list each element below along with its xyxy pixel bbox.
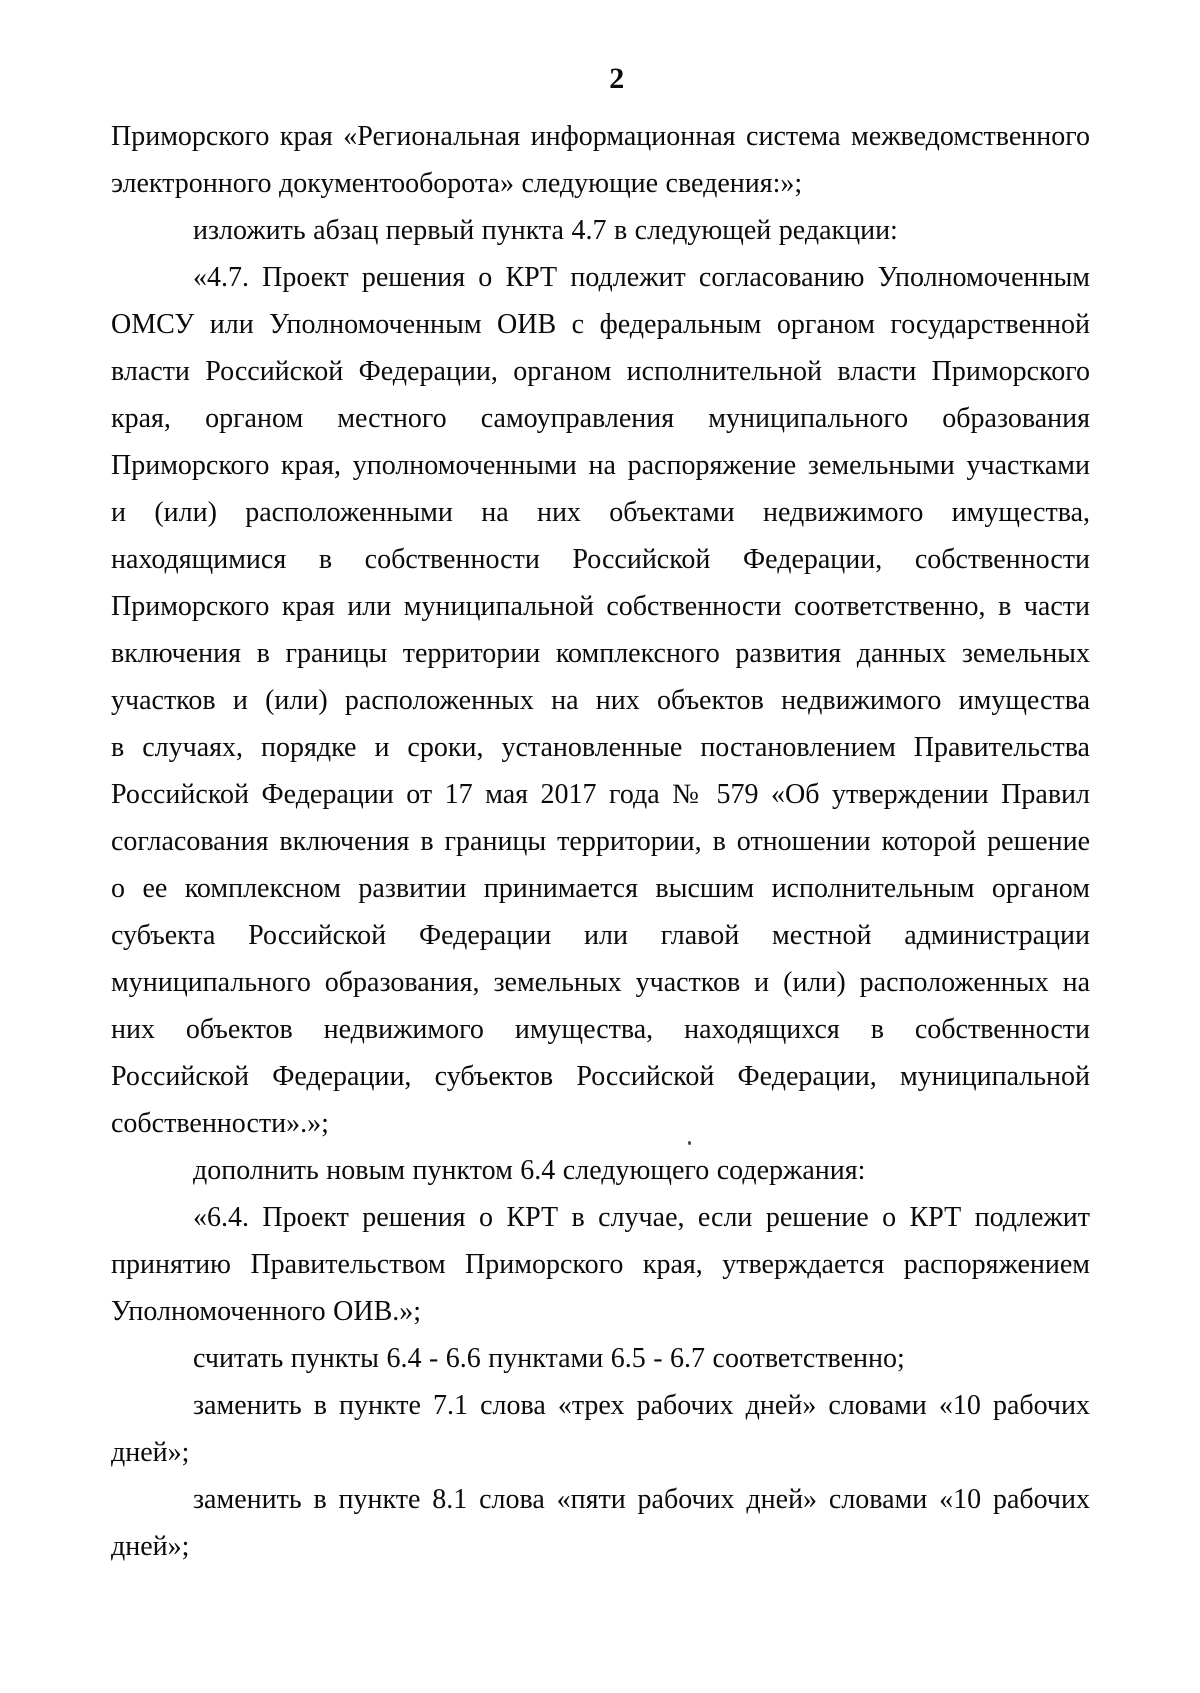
text-line: дней»; xyxy=(111,1437,190,1468)
text-line: «4.7. Проект решения о КРТ подлежит согласованию Уполномоченным xyxy=(193,262,1090,293)
text-line: находящимися в собственности Российской Федерации, собственности xyxy=(111,544,1090,575)
text-line: включения в границы территории комплексного развития данных земельных xyxy=(111,638,1090,669)
text-line: муниципального образования, земельных участков и (или) расположенных на xyxy=(111,967,1090,998)
text-line: и (или) расположенными на них объектами недвижимого имущества, xyxy=(111,497,1090,528)
text-line: принятию Правительством Приморского края, утверждается распоряжением xyxy=(111,1249,1090,1280)
text-line: Российской Федерации, субъектов Российской Федерации, муниципальной xyxy=(111,1061,1090,1092)
document-body xyxy=(111,113,1090,1570)
text-line: дополнить новым пунктом 6.4 следующего содержания: xyxy=(193,1155,866,1186)
text-line: о ее комплексном развитии принимается высшим исполнительным органом xyxy=(111,873,1090,904)
paragraph xyxy=(111,1382,1090,1476)
text-line: собственности».»; xyxy=(111,1108,329,1139)
text-line: них объектов недвижимого имущества, находящихся в собственности xyxy=(111,1014,1090,1045)
text-line: субъекта Российской Федерации или главой местной администрации xyxy=(111,920,1090,951)
text-line: края, органом местного самоуправления муниципального образования xyxy=(111,403,1090,434)
text-line: дней»; xyxy=(111,1531,190,1562)
paragraph xyxy=(111,1335,1090,1382)
paragraph xyxy=(111,1476,1090,1570)
text-line: в случаях, порядке и сроки, установленные постановлением Правительства xyxy=(111,732,1090,763)
text-line: «6.4. Проект решения о КРТ в случае, если решение о КРТ подлежит xyxy=(193,1202,1090,1233)
text-line: считать пункты 6.4 - 6.6 пунктами 6.5 - 6.7 соответственно; xyxy=(193,1343,905,1374)
paragraph xyxy=(111,1194,1090,1335)
text-line: ОМСУ или Уполномоченным ОИВ с федеральным органом государственной xyxy=(111,309,1090,340)
text-line: власти Российской Федерации, органом исполнительной власти Приморского xyxy=(111,356,1090,387)
scan-speck xyxy=(688,1141,691,1145)
paragraph xyxy=(111,254,1090,1147)
paragraph xyxy=(111,207,1090,254)
text-line: заменить в пункте 8.1 слова «пяти рабочих дней» словами «10 рабочих xyxy=(193,1484,1090,1515)
text-line: Уполномоченного ОИВ.»; xyxy=(111,1296,422,1327)
paragraph xyxy=(111,1147,1090,1194)
text-line: заменить в пункте 7.1 слова «трех рабочих дней» словами «10 рабочих xyxy=(193,1390,1090,1421)
text-line: участков и (или) расположенных на них объектов недвижимого имущества xyxy=(111,685,1090,716)
text-line: изложить абзац первый пункта 4.7 в следующей редакции: xyxy=(193,215,898,246)
text-line: Российской Федерации от 17 мая 2017 года № 579 «Об утверждении Правил xyxy=(111,779,1090,810)
text-line: электронного документооборота» следующие сведения:»; xyxy=(111,168,803,199)
text-line: Приморского края или муниципальной собственности соответственно, в части xyxy=(111,591,1090,622)
text-line: Приморского края «Региональная информационная система межведомственного xyxy=(111,121,1090,152)
page-number: 2 xyxy=(609,62,625,95)
text-line: Приморского края, уполномоченными на распоряжение земельными участками xyxy=(111,450,1090,481)
text-line: согласования включения в границы территории, в отношении которой решение xyxy=(111,826,1090,857)
paragraph xyxy=(111,113,1090,207)
